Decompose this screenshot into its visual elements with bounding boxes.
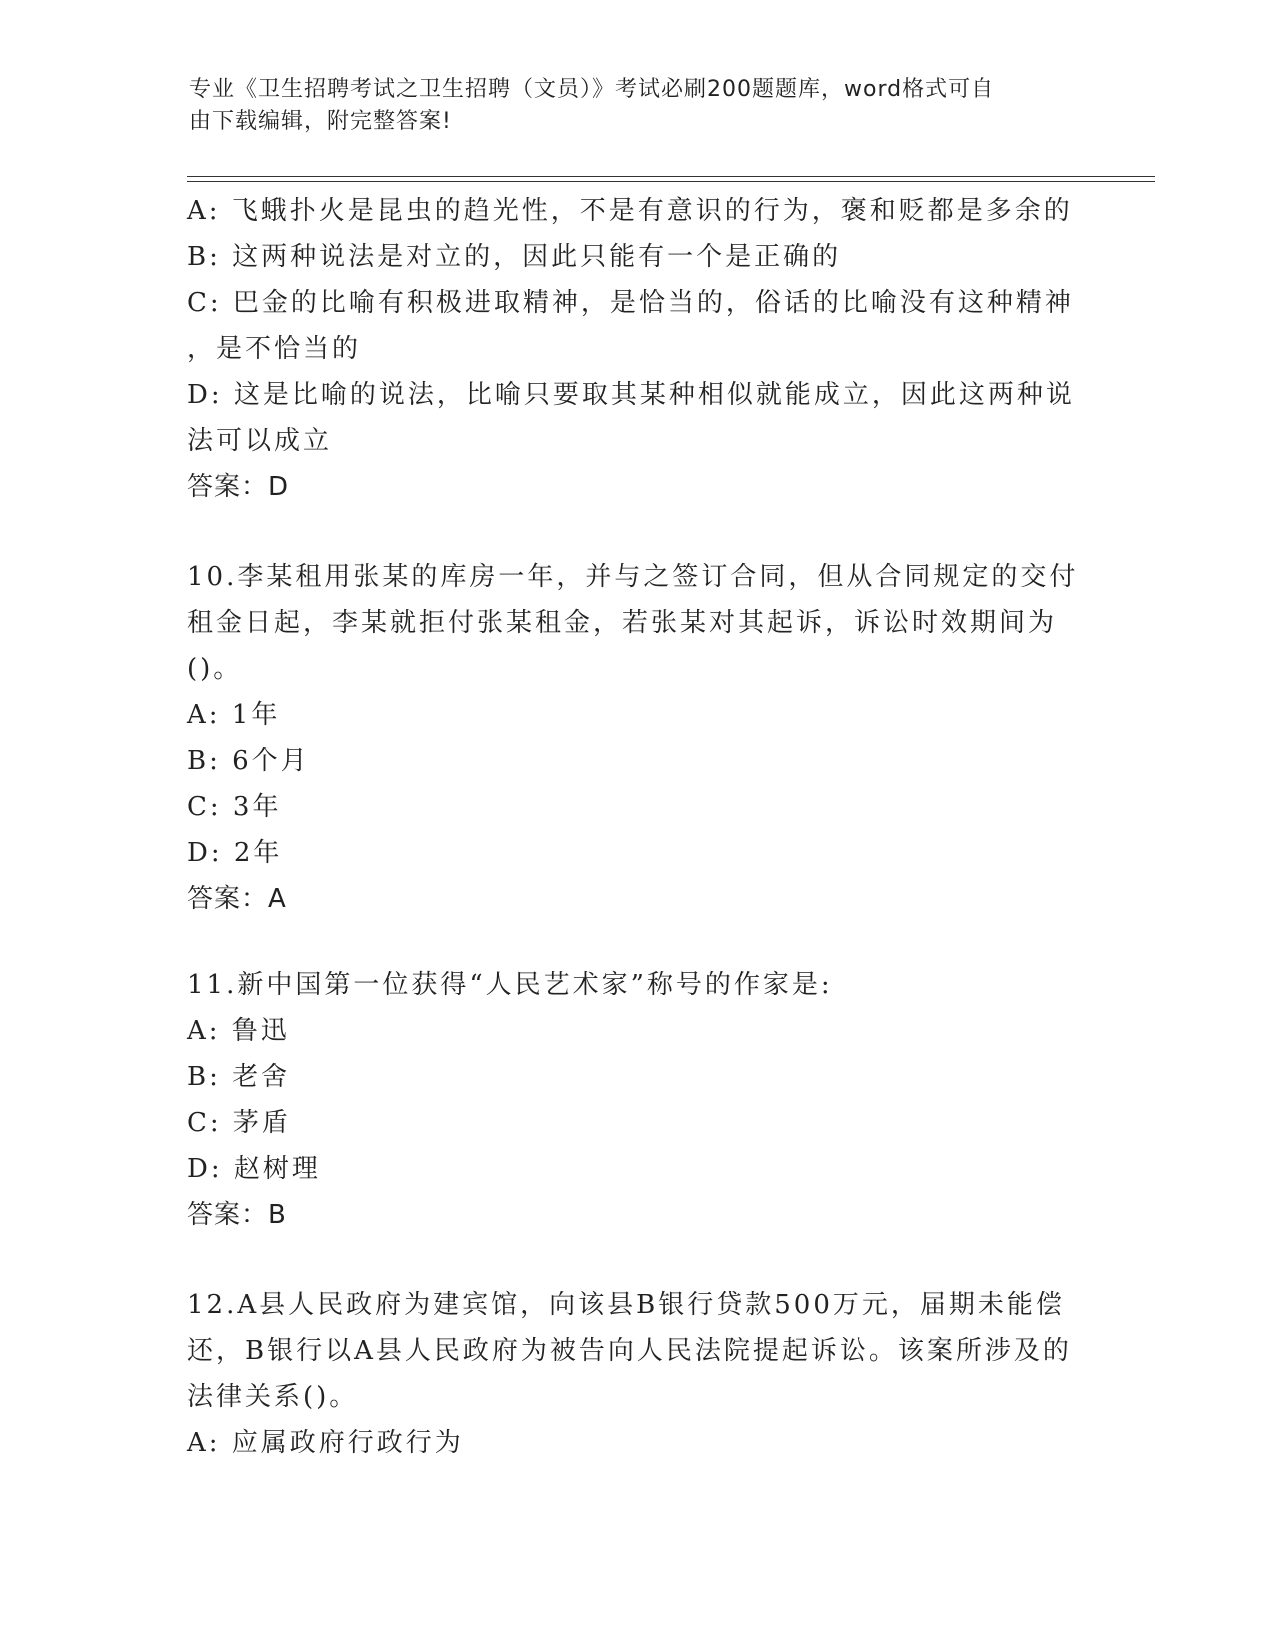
question-12	[187, 1282, 1087, 1466]
question-stem-line-1: 11.新中国第一位获得“人民艺术家”称号的作家是:	[187, 970, 833, 1000]
question-stem-line-2: 租金日起，李某就拒付张某租金，若张某对其起诉，诉讼时效期间为	[187, 608, 1058, 638]
header-rule-bottom	[187, 181, 1155, 182]
option-b: B: 这两种说法是对立的，因此只能有一个是正确的	[187, 242, 842, 272]
question-stem-line-1: 10.李某租用张某的库房一年，并与之签订合同，但从合同规定的交付	[187, 562, 1079, 592]
question-stem-line-1: 12.A县人民政府为建宾馆，向该县B银行贷款500万元，届期未能偿	[187, 1290, 1065, 1320]
answer: 答案：D	[187, 472, 290, 502]
option-c-line-1: C: 巴金的比喻有积极进取精神，是恰当的，俗话的比喻没有这种精神	[187, 288, 1074, 318]
question-9	[187, 188, 1087, 510]
question-stem-line-2: 还，B银行以A县人民政府为被告向人民法院提起诉讼。该案所涉及的	[187, 1336, 1072, 1366]
option-a: A: 鲁迅	[187, 1016, 290, 1046]
document-header	[189, 74, 1069, 138]
question-stem-line-3: ()。	[187, 654, 243, 684]
option-a: A: 应属政府行政行为	[187, 1428, 464, 1458]
option-b: B: 6个月	[187, 746, 310, 776]
option-c: C: 3年	[187, 792, 282, 822]
option-d: D: 赵树理	[187, 1154, 321, 1184]
answer: 答案：B	[187, 1200, 287, 1230]
answer: 答案：A	[187, 884, 287, 914]
header-title-line-1: 专业《卫生招聘考试之卫生招聘（文员）》考试必刷200题题库，word格式可自	[189, 77, 995, 102]
option-c: C: 茅盾	[187, 1108, 291, 1138]
option-a: A: 飞蛾扑火是昆虫的趋光性，不是有意识的行为，褒和贬都是多余的	[187, 196, 1073, 226]
header-title-line-2: 由下载编辑，附完整答案!	[189, 109, 452, 134]
spacer	[187, 922, 1087, 962]
question-stem-line-3: 法律关系()。	[187, 1382, 359, 1412]
option-a: A: 1年	[187, 700, 281, 730]
option-d: D: 2年	[187, 838, 283, 868]
option-c-line-2: ，是不恰当的	[187, 334, 362, 364]
question-10	[187, 554, 1087, 922]
option-d-line-2: 法可以成立	[187, 426, 333, 456]
header-rule-top	[187, 176, 1155, 177]
question-content	[187, 188, 1087, 1466]
spacer	[187, 1238, 1087, 1282]
spacer	[187, 510, 1087, 554]
option-b: B: 老舍	[187, 1062, 291, 1092]
question-11	[187, 962, 1087, 1238]
option-d-line-1: D: 这是比喻的说法，比喻只要取其某种相似就能成立，因此这两种说	[187, 380, 1075, 410]
